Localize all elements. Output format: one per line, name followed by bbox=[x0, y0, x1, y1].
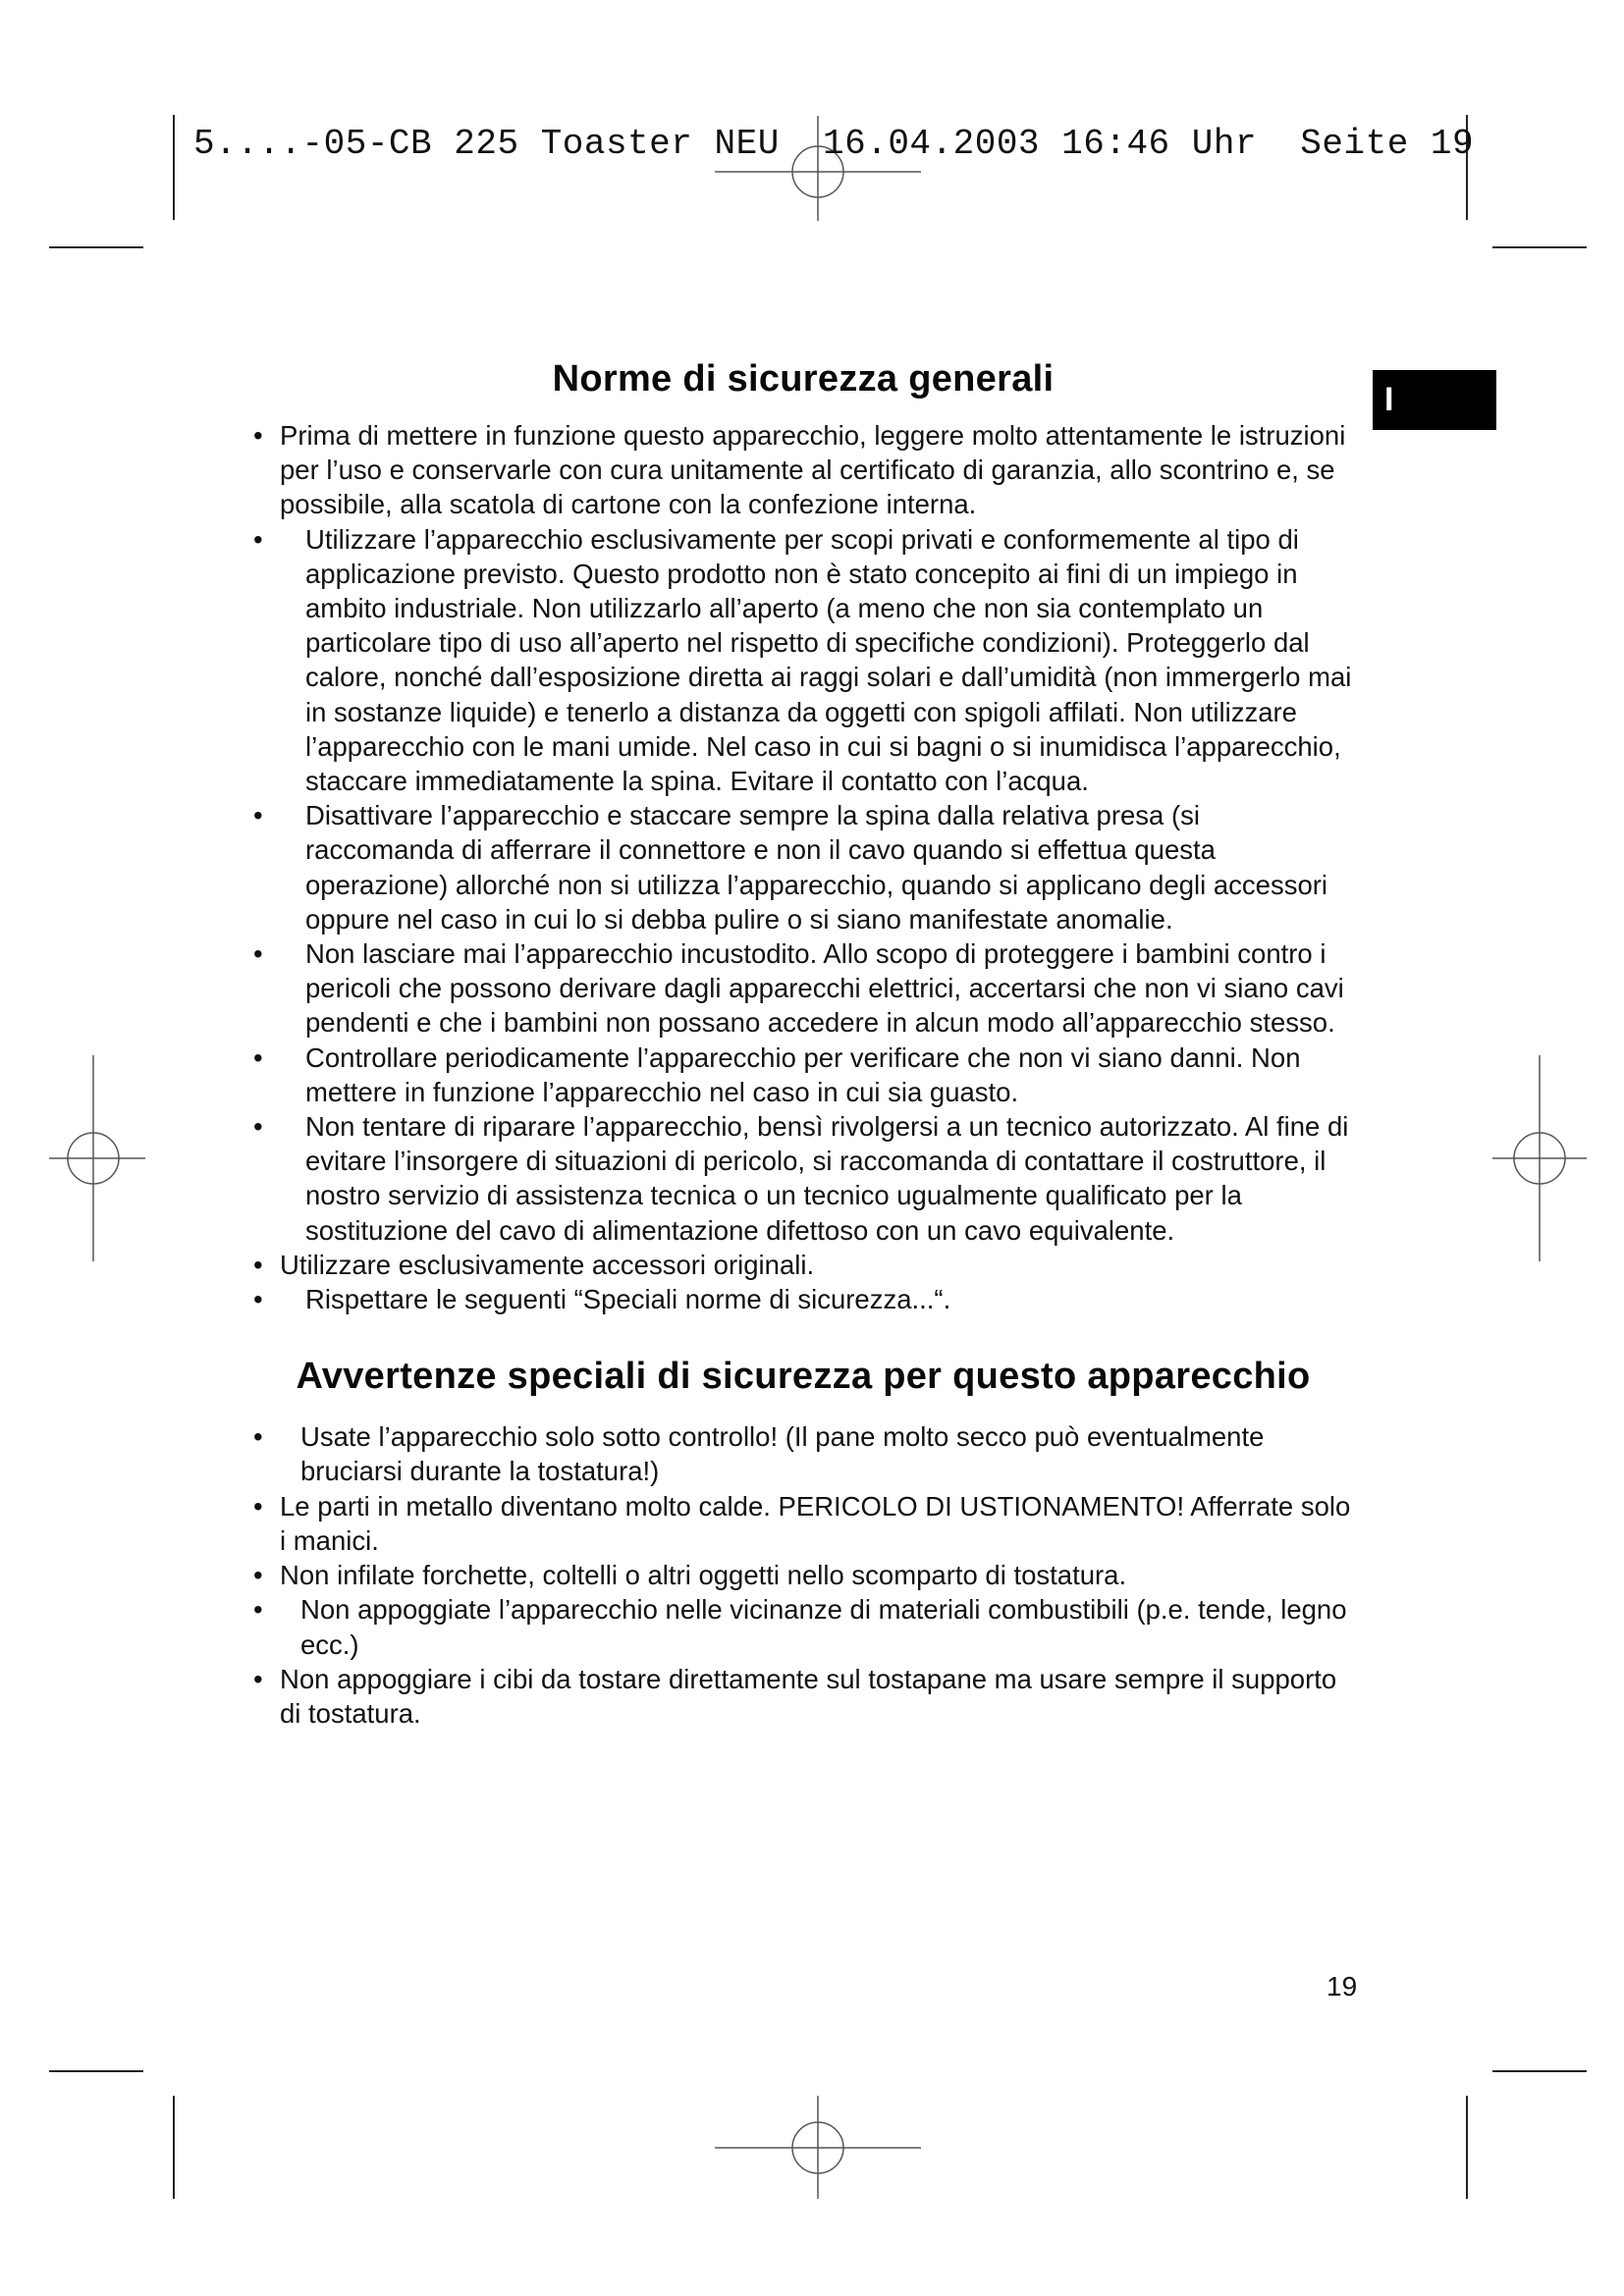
list-item: • Non infilate forchette, coltelli o altri oggetti nello scomparto di tostatura. bbox=[253, 1558, 1353, 1592]
list-item: • Non appoggiare i cibi da tostare direttamente sul tostapane ma usare sempre il supporto di tostatura. bbox=[253, 1663, 1337, 1729]
print-slug-header: 5....-05-CB 225 Toaster NEU 16.04.2003 16:46 Uhr Seite 19 bbox=[193, 124, 1475, 164]
bullet-icon: • bbox=[253, 1284, 263, 1315]
special-warnings-list bbox=[253, 1419, 1353, 1731]
list-item: • Non lasciare mai l’apparecchio incustodito. Allo scopo di proteggere i bambini contro i pericoli che possono derivare dagli apparecchi elettrici, accertarsi che non vi siano cavi pendenti e che i bambini non possano accedere in alcun modo all’apparecchio stesso. bbox=[253, 938, 1344, 1039]
list-item: • Utilizzare l’apparecchio esclusivamente per scopi privati e conformemente al tipo di applicazione previsto. Questo prodotto non è stato concepito ai fini di un impiego in ambito industriale. Non utilizzarlo all’aperto (a meno che non sia contemplato un particolare tipo di uso all’aperto nel rispetto di specifiche condizioni). Proteggerlo dal calore, nonché dall’esposizione diretta ai raggi solari e dall’umidità (non immergerlo mai in sostanze liquide) e tenerlo a distanza da oggetti con spigoli affilati. Non utilizzare l’apparecchio con le mani umide. Nel caso in cui si bagni o si inumidisca l’apparecchio, staccare immediatamente la spina. Evitare il contatto con l’acqua. bbox=[253, 523, 1352, 797]
list-item: • Usate l’apparecchio solo sotto controllo! (Il pane molto secco può eventualmente bruciarsi durante la tostatura!) bbox=[253, 1421, 1265, 1487]
list-item: • Non appoggiate l’apparecchio nelle vicinanze di materiali combustibili (p.e. tende, legno ecc.) bbox=[253, 1594, 1347, 1660]
section-title-general-safety: Norme di sicurezza generali bbox=[552, 358, 1055, 400]
list-item: • Disattivare l’apparecchio e staccare sempre la spina dalla relativa presa (si raccomanda di afferrare il connettore e non il cavo quando si effettua questa operazione) allorché non si utilizza l’apparecchio, quando si applicano degli accessori oppure nel caso in cui lo si debba pulire o si siano manifestate anomalie. bbox=[253, 800, 1328, 934]
bullet-icon: • bbox=[253, 523, 263, 555]
bullet-icon: • bbox=[253, 1111, 263, 1143]
bullet-icon: • bbox=[253, 420, 263, 451]
bullet-icon: • bbox=[253, 1663, 263, 1694]
bullet-icon: • bbox=[253, 1560, 263, 1591]
bullet-icon: • bbox=[253, 1490, 263, 1522]
list-item: • Controllare periodicamente l’apparecchio per verificare che non vi siano danni. Non mettere in funzione l’apparecchio nel caso in cui sia guasto. bbox=[253, 1041, 1301, 1107]
bullet-icon: • bbox=[253, 1041, 263, 1073]
bullet-icon: • bbox=[253, 1594, 263, 1626]
general-safety-list bbox=[253, 418, 1353, 1316]
bullet-icon: • bbox=[253, 1421, 263, 1453]
list-item: • Utilizzare esclusivamente accessori originali. bbox=[253, 1248, 1353, 1282]
list-item: • Non tentare di riparare l’apparecchio, bensì rivolgersi a un tecnico autorizzato. Al fine di evitare l’insorgere di situazioni di pericolo, si raccomanda di contattare il costruttore, il nostro servizio di assistenza tecnica o un tecnico ugualmente qualificato per la sostituzione del cavo di alimentazione difettoso con un cavo equivalente. bbox=[253, 1111, 1349, 1246]
language-tab: I bbox=[1373, 370, 1496, 430]
list-item: • Prima di mettere in funzione questo apparecchio, leggere molto attentamente le istruzioni per l’uso e conservarle con cura unitamente al certificato di garanzia, allo scontrino e, se possibile, alla scatola di cartone con la confezione interna. bbox=[253, 420, 1346, 520]
list-item: • Le parti in metallo diventano molto calde. PERICOLO DI USTIONAMENTO! Afferrate solo i manici. bbox=[253, 1490, 1351, 1556]
list-item: • Rispettare le seguenti “Speciali norme di sicurezza...“. bbox=[253, 1282, 1353, 1316]
page-number: 19 bbox=[1326, 1971, 1358, 2002]
bullet-icon: • bbox=[253, 800, 263, 831]
bullet-icon: • bbox=[253, 1249, 263, 1280]
bullet-icon: • bbox=[253, 938, 263, 970]
section-title-special-warnings: Avvertenze speciali di sicurezza per questo apparecchio bbox=[296, 1356, 1311, 1398]
main-content bbox=[253, 358, 1353, 1731]
